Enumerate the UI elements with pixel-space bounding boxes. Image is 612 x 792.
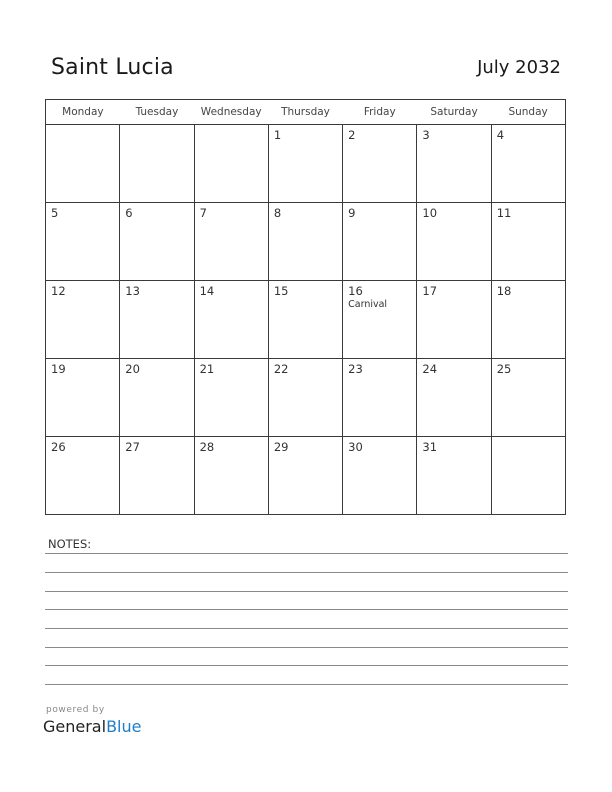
weekday-header: Saturday: [417, 100, 491, 125]
day-cell: [194, 437, 268, 515]
day-cell: [417, 125, 491, 203]
day-cell: [268, 437, 342, 515]
day-number: 7: [199, 206, 207, 220]
day-cell: [268, 359, 342, 437]
country-title: Saint Lucia: [51, 55, 174, 80]
week-row: [46, 125, 566, 203]
day-number: 17: [422, 284, 438, 298]
day-number: 1: [273, 128, 282, 142]
note-line: [45, 684, 568, 685]
day-number: 14: [199, 284, 215, 298]
day-cell: [491, 125, 565, 203]
day-number: 26: [51, 440, 66, 454]
month-title: July 2032: [477, 57, 561, 78]
day-number: 13: [125, 284, 140, 298]
day-number: 24: [422, 362, 438, 376]
note-line: [45, 647, 568, 648]
day-number: 12: [51, 284, 66, 298]
day-cell: [46, 203, 120, 281]
day-cell: [268, 125, 342, 203]
day-number: 21: [199, 362, 215, 376]
day-number: 25: [496, 362, 512, 376]
day-number: 20: [125, 362, 140, 376]
week-row: [46, 281, 566, 359]
note-line: [45, 591, 568, 592]
day-number: 18: [496, 284, 512, 298]
day-cell: [491, 281, 565, 359]
day-cell: [491, 359, 565, 437]
note-line: [45, 572, 568, 573]
day-number: 5: [51, 206, 59, 220]
weekday-header-row: [46, 100, 566, 125]
weekday-header: Sunday: [491, 100, 565, 125]
note-line: [45, 553, 568, 554]
day-cell: [120, 125, 194, 203]
week-row: [46, 437, 566, 515]
weekday-header: Tuesday: [120, 100, 194, 125]
note-line: [45, 628, 568, 629]
day-number: 10: [422, 206, 438, 220]
day-cell: [46, 437, 120, 515]
holiday-label: Carnival: [348, 299, 388, 310]
day-number: 19: [51, 362, 66, 376]
weekday-header: Friday: [343, 100, 417, 125]
day-cell: [343, 125, 417, 203]
day-number: 9: [348, 206, 356, 220]
note-line: [45, 665, 568, 666]
calendar-body: [46, 125, 566, 515]
day-number: 16: [348, 284, 363, 298]
day-cell: [120, 437, 194, 515]
day-cell: [194, 203, 268, 281]
day-cell: [343, 359, 417, 437]
day-number: 28: [199, 440, 215, 454]
day-number: 8: [273, 206, 282, 220]
day-number: 15: [273, 284, 289, 298]
day-number: 29: [273, 440, 289, 454]
day-cell: [194, 281, 268, 359]
day-number: 2: [348, 128, 356, 142]
week-row: [46, 203, 566, 281]
day-cell: [417, 203, 491, 281]
day-number: 22: [273, 362, 289, 376]
day-number: 31: [422, 440, 438, 454]
brand-logo-blue: Blue: [106, 717, 142, 736]
day-number: 4: [496, 128, 505, 142]
day-number: 23: [348, 362, 363, 376]
day-number: 11: [496, 206, 512, 220]
day-cell: [343, 203, 417, 281]
weekday-header: Monday: [46, 100, 120, 125]
notes-label: NOTES:: [48, 537, 92, 551]
day-cell: [343, 437, 417, 515]
day-cell: [120, 281, 194, 359]
calendar-grid: [45, 99, 566, 515]
day-cell: [46, 281, 120, 359]
day-cell: [417, 437, 491, 515]
day-cell: [268, 281, 342, 359]
day-cell: [120, 359, 194, 437]
brand-logo: [43, 717, 141, 736]
day-number: 6: [125, 206, 133, 220]
note-line: [45, 609, 568, 610]
brand-logo-general: General: [43, 717, 107, 736]
day-cell: [491, 203, 565, 281]
day-cell: [46, 125, 120, 203]
day-cell: [343, 281, 417, 359]
day-number: 30: [348, 440, 363, 454]
weekday-header: Wednesday: [194, 100, 268, 125]
day-cell: [194, 359, 268, 437]
day-cell: [46, 359, 120, 437]
day-cell: [120, 203, 194, 281]
day-number: 3: [422, 128, 430, 142]
weekday-header: Thursday: [268, 100, 342, 125]
day-cell: [417, 359, 491, 437]
powered-by-text: powered by: [46, 705, 105, 715]
day-cell: [194, 125, 268, 203]
day-cell: [417, 281, 491, 359]
day-cell: [491, 437, 565, 515]
day-cell: [268, 203, 342, 281]
week-row: [46, 359, 566, 437]
day-number: 27: [125, 440, 140, 454]
